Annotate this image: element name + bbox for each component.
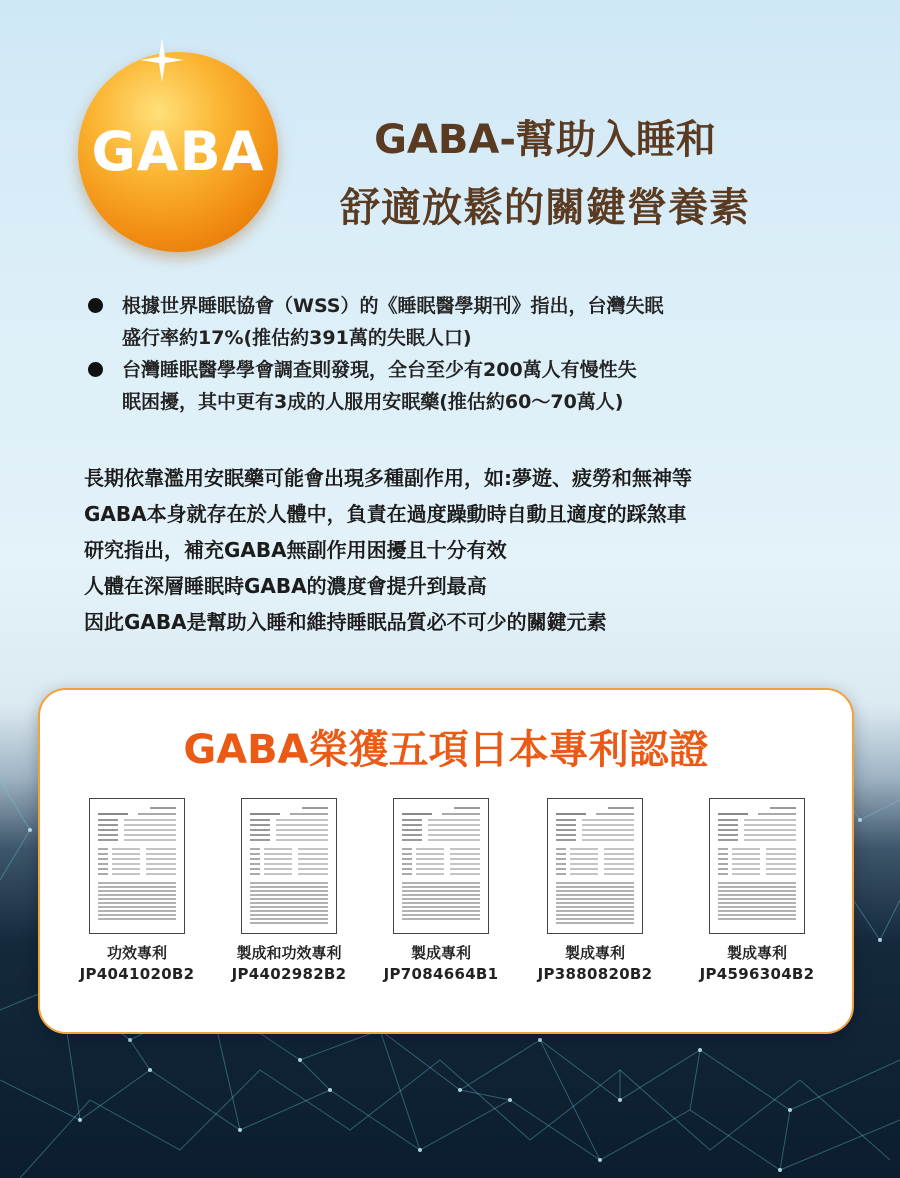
bullet-list [84, 290, 844, 418]
bullet-dot-icon [88, 298, 103, 313]
patent-document-image [89, 798, 185, 934]
patent-document [376, 798, 506, 983]
patent-document [530, 798, 660, 983]
paragraph-line: GABA本身就存在於人體中，負責在過度躁動時自動且適度的踩煞車 [84, 502, 687, 526]
patent-name: 製成專利 [564, 944, 625, 962]
patent-number: JP4041020B2 [79, 965, 195, 983]
patent-document-image [393, 798, 489, 934]
patent-number: JP4596304B2 [699, 965, 815, 983]
body-paragraph [84, 460, 864, 640]
bullet-text: 台灣睡眠醫學學會調查則發現，全台至少有200萬人有慢性失 [122, 359, 637, 381]
bullet-text: 根據世界睡眠協會（WSS）的《睡眠醫學期刊》指出，台灣失眠 [122, 295, 664, 317]
patent-document-list [72, 798, 832, 1018]
patent-name: 製成專利 [726, 944, 787, 962]
patent-document [72, 798, 202, 983]
page-title-line-2: 舒適放鬆的關鍵營養素 [340, 185, 750, 231]
bullet-text: 眠困擾，其中更有3成的人服用安眠藥(推估約60～70萬人) [122, 391, 624, 413]
patent-name: 功效專利 [106, 944, 167, 962]
sparkle-icon [140, 38, 184, 82]
patent-card [38, 688, 854, 1034]
badge-label: GABA [91, 120, 265, 183]
paragraph-line: 人體在深層睡眠時GABA的濃度會提升到最高 [84, 574, 487, 598]
bullet-text: 盛行率約17%(推估約391萬的失眠人口) [122, 327, 472, 349]
bullet-item [84, 290, 844, 354]
paragraph-line: 長期依靠濫用安眠藥可能會出現多種副作用，如:夢遊、疲勞和無神等 [84, 466, 692, 490]
page-title-line-1: GABA-幫助入睡和 [374, 117, 716, 163]
patent-document-image [547, 798, 643, 934]
patent-number: JP4402982B2 [231, 965, 347, 983]
patent-name: 製成專利 [410, 944, 471, 962]
patent-card-title: GABA榮獲五項日本專利認證 [183, 727, 709, 773]
paragraph-line: 研究指出，補充GABA無副作用困擾且十分有效 [84, 538, 507, 562]
patent-name: 製成和功效專利 [236, 944, 342, 962]
bullet-item [84, 354, 844, 418]
patent-document [224, 798, 354, 983]
patent-number: JP7084664B1 [383, 965, 499, 983]
paragraph-line: 因此GABA是幫助入睡和維持睡眠品質必不可少的關鍵元素 [84, 610, 607, 634]
patent-number: JP3880820B2 [537, 965, 653, 983]
patent-document [692, 798, 822, 983]
patent-document-image [709, 798, 805, 934]
bullet-dot-icon [88, 362, 103, 377]
patent-document-image [241, 798, 337, 934]
gaba-badge [78, 52, 278, 252]
